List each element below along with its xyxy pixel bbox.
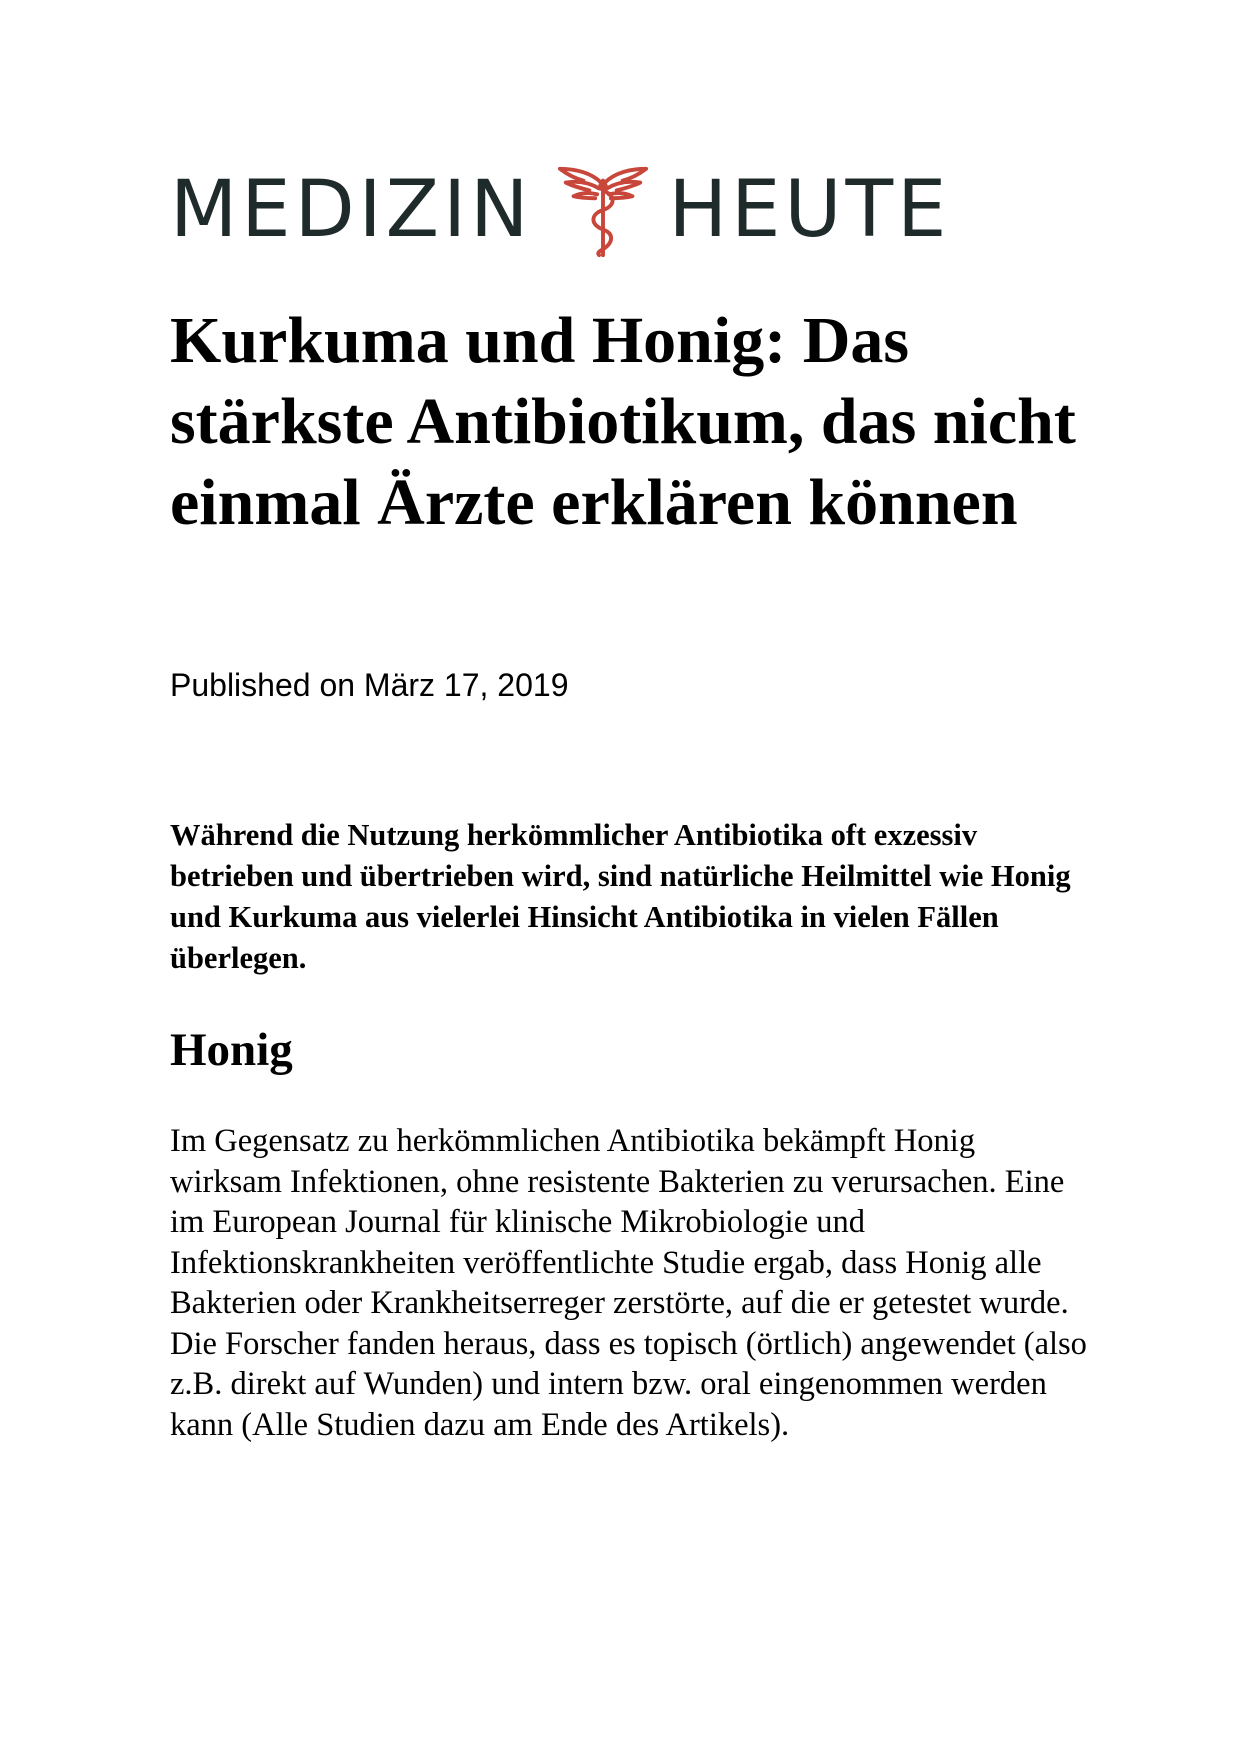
caduceus-icon [554,161,652,259]
article-lead: Während die Nutzung herkömmlicher Antibiotika oft exzessiv betrieben und übertrieben wird, sind natürliche Heilmittel wie Honig und Kurkuma aus vielerlei Hinsicht Antibiotika in vielen Fällen überlegen. [170,818,1071,975]
section-body-honig: Im Gegensatz zu herkömmlichen Antibiotika bekämpft Honig wirksam Infektionen, ohne resistente Bakterien zu verursachen. Eine im European Journal für klinische Mikrobiologie und Infektionskrankheiten veröffentlichte Studie ergab, dass Honig alle Bakterien oder Krankheitserreger zerstörte, auf die er getestet wurde. Die Forscher fanden heraus, dass es topisch (örtlich) angewendet (also z.B. direkt auf Wunden) und intern bzw. oral eingenommen werden kann (Alle Studien dazu am Ende des Artikels). [170,1123,1087,1443]
logo-word-heute: HEUTE [668,165,951,255]
article-title: Kurkuma und Honig: Das stärkste Antibiotikum, das nicht einmal Ärzte erklären können [170,304,1076,539]
section-heading-honig: Honig [170,1024,293,1076]
publish-date: Published on März 17, 2019 [170,667,569,703]
site-logo[interactable] [170,160,950,260]
logo-word-medizin: MEDIZIN [170,165,533,255]
